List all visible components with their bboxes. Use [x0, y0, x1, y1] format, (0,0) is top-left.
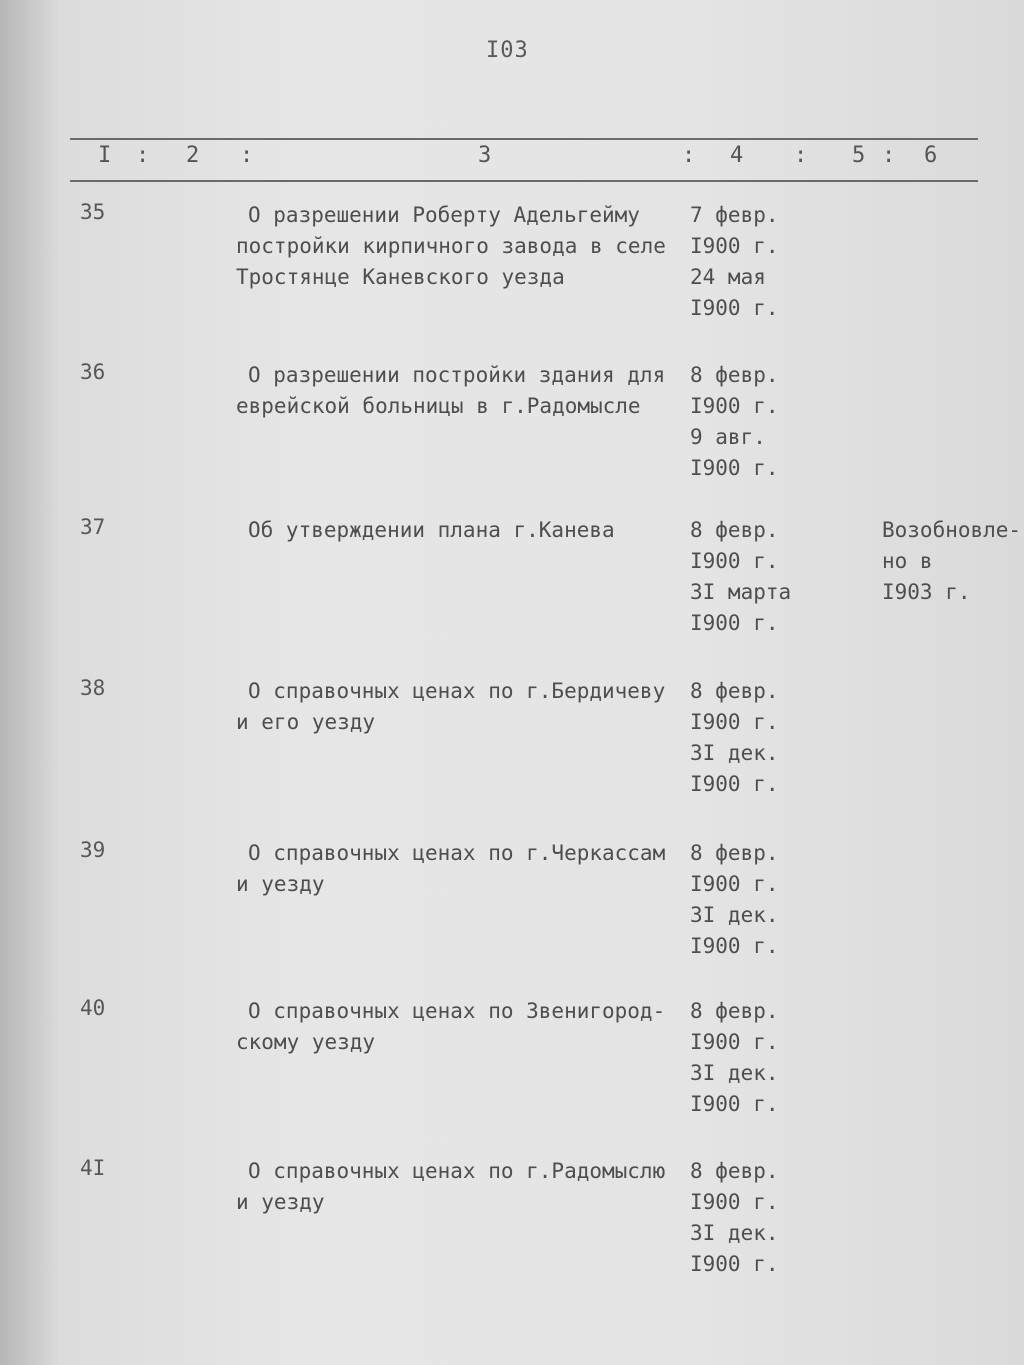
end-date: 3I дек. — [690, 1061, 779, 1085]
entry-number: 36 — [80, 360, 106, 384]
entry-title — [236, 360, 686, 422]
page-number: I03 — [486, 38, 529, 63]
header-sep-3: : — [682, 143, 696, 168]
entry-title-line: Об утверждении плана г.Канева — [248, 518, 615, 542]
note-line: но в — [882, 549, 933, 573]
header-sep-1: : — [136, 143, 150, 168]
entry-title-line: Тростянце Каневского уезда — [236, 265, 565, 289]
entry-dates — [690, 996, 820, 1120]
entry-title-line: еврейской больницы в г.Радомысле — [236, 394, 641, 418]
entry-dates — [690, 360, 820, 484]
entry-title-line: О справочных ценах по Звенигород- — [248, 999, 666, 1023]
entry-title — [236, 676, 686, 738]
start-year: I900 г. — [690, 872, 779, 896]
entry-number: 35 — [80, 200, 106, 224]
header-sep-2: : — [240, 143, 254, 168]
entry-title-line: О разрешении постройки здания для — [248, 363, 666, 387]
start-year: I900 г. — [690, 549, 779, 573]
entry-number: 38 — [80, 676, 106, 700]
header-col-5: 5 — [852, 143, 866, 168]
entry-title-line: О справочных ценах по г.Черкассам — [248, 841, 666, 865]
start-date: 8 февр. — [690, 679, 779, 703]
header-sep-5: : — [882, 143, 896, 168]
entry-dates — [690, 515, 820, 639]
end-date: 3I дек. — [690, 1221, 779, 1245]
entry-title-line: и уезду — [236, 872, 325, 896]
start-date: 8 февр. — [690, 999, 779, 1023]
note-line: I903 г. — [882, 580, 971, 604]
entry-title — [236, 200, 686, 293]
start-year: I900 г. — [690, 394, 779, 418]
start-year: I900 г. — [690, 710, 779, 734]
header-col-2: 2 — [186, 143, 200, 168]
entry-title — [236, 996, 686, 1058]
header-col-1: I — [98, 143, 112, 168]
header-sep-4: : — [794, 143, 808, 168]
entry-number: 4I — [80, 1156, 106, 1180]
entry-number: 39 — [80, 838, 106, 862]
header-col-6: 6 — [924, 143, 938, 168]
start-date: 8 февр. — [690, 518, 779, 542]
entry-title-line: постройки кирпичного завода в селе — [236, 234, 666, 258]
entry-title-line: и уезду — [236, 1190, 325, 1214]
end-year: I900 г. — [690, 934, 779, 958]
binding-shadow — [0, 0, 60, 1365]
entry-note — [882, 515, 1022, 608]
end-year: I900 г. — [690, 296, 779, 320]
header-top-rule — [70, 138, 978, 140]
start-date: 7 февр. — [690, 203, 779, 227]
entry-number: 40 — [80, 996, 106, 1020]
header-col-3: 3 — [478, 143, 492, 168]
start-year: I900 г. — [690, 1190, 779, 1214]
end-year: I900 г. — [690, 456, 779, 480]
entry-title-line: и его уезду — [236, 710, 376, 734]
start-year: I900 г. — [690, 1030, 779, 1054]
header-bottom-rule — [70, 180, 978, 182]
start-date: 8 февр. — [690, 363, 779, 387]
end-year: I900 г. — [690, 772, 779, 796]
start-year: I900 г. — [690, 234, 779, 258]
header-col-4: 4 — [730, 143, 744, 168]
entry-title-line: О разрешении Роберту Адельгейму — [248, 203, 640, 227]
note-line: Возобновле- — [882, 518, 1022, 542]
end-date: 9 авг. — [690, 425, 766, 449]
end-date: 3I дек. — [690, 741, 779, 765]
end-year: I900 г. — [690, 1092, 779, 1116]
entry-dates — [690, 838, 820, 962]
entry-dates — [690, 676, 820, 800]
end-year: I900 г. — [690, 611, 779, 635]
entry-dates — [690, 1156, 820, 1280]
entry-title — [236, 515, 686, 546]
entry-dates — [690, 200, 820, 324]
start-date: 8 февр. — [690, 1159, 779, 1183]
entry-number: 37 — [80, 515, 106, 539]
end-date: 3I марта — [690, 580, 792, 604]
entry-title-line: О справочных ценах по г.Бердичеву — [248, 679, 666, 703]
entry-title — [236, 1156, 686, 1218]
entry-title-line: О справочных ценах по г.Радомыслю — [248, 1159, 666, 1183]
end-date: 24 мая — [690, 265, 766, 289]
start-date: 8 февр. — [690, 841, 779, 865]
entry-title-line: скому уезду — [236, 1030, 376, 1054]
entry-title — [236, 838, 686, 900]
end-year: I900 г. — [690, 1252, 779, 1276]
end-date: 3I дек. — [690, 903, 779, 927]
